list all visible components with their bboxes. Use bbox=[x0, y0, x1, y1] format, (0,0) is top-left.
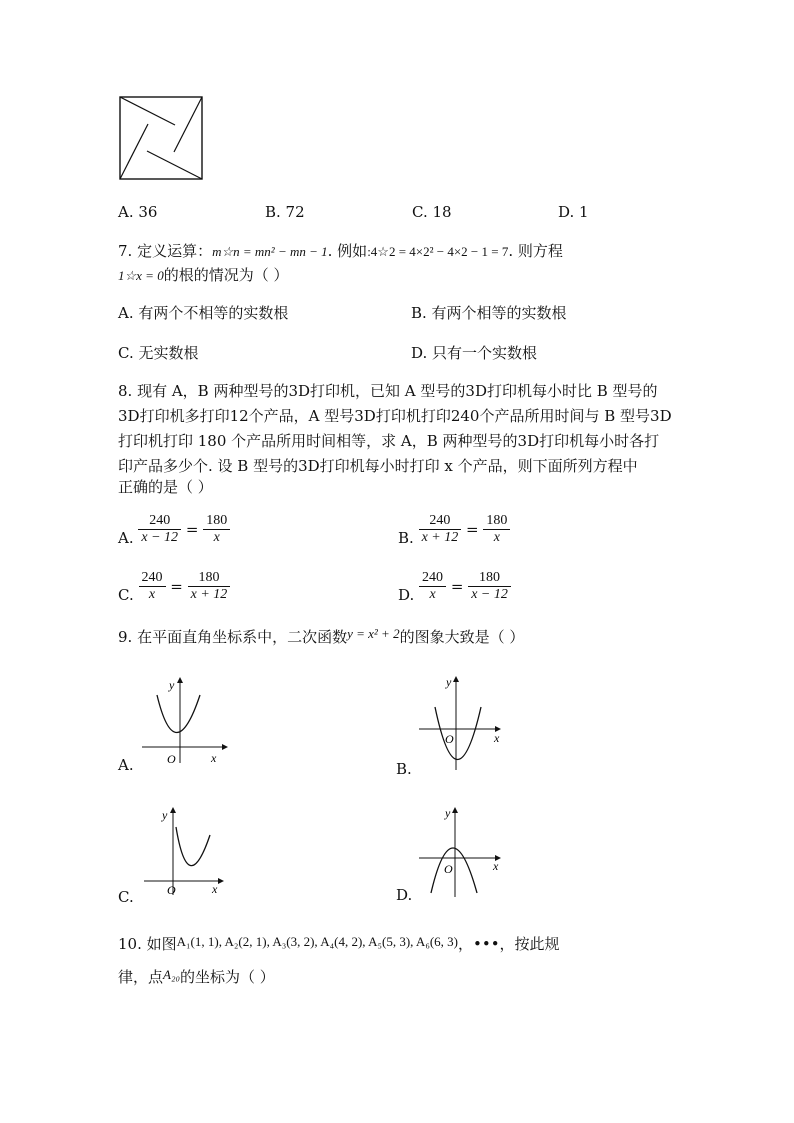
q10-target: A₂₀ bbox=[163, 967, 180, 982]
q8-line-3: 打印机打印 180 个产品所用时间相等，求 A，B 两种型号的3D打印机每小时各打 bbox=[118, 432, 660, 450]
graph-d-x-label: x bbox=[493, 859, 499, 873]
q9-label-c: C. bbox=[118, 888, 134, 906]
q10-line2-suffix: 的坐标为（ ） bbox=[180, 968, 275, 986]
q9-graph-a[interactable] bbox=[140, 675, 235, 767]
q10-dots: ，•••，按此规 bbox=[458, 935, 560, 953]
graph-b-y-label: y bbox=[446, 675, 452, 689]
q9-graph-c[interactable] bbox=[140, 805, 235, 897]
q8-d-equals: = bbox=[450, 577, 464, 596]
q7-line1-suffix: . 则方程 bbox=[508, 242, 563, 260]
q7-line2 bbox=[118, 264, 288, 285]
q8-a-right-fraction: $\frac{180}{x}$ bbox=[203, 513, 230, 546]
q10-line2 bbox=[118, 966, 275, 987]
q9-label-d: D. bbox=[396, 886, 413, 904]
q8-option-b[interactable] bbox=[398, 513, 510, 546]
graph-a-y-label: y bbox=[169, 678, 175, 692]
q6-option-c[interactable]: C. 18 bbox=[412, 203, 452, 221]
graph-a-origin: O bbox=[167, 752, 176, 766]
q8-option-b-label: B. bbox=[398, 528, 414, 547]
q9-question bbox=[118, 626, 524, 647]
q8-option-d[interactable] bbox=[398, 570, 511, 603]
graph-c-x-label: x bbox=[212, 882, 218, 896]
q10-line2-prefix: 律，点 bbox=[118, 968, 164, 986]
q8-a-equals: = bbox=[185, 520, 199, 539]
q8-d-right-fraction: $\frac{180}{x - 12}$ bbox=[468, 570, 511, 603]
q8-option-a-label: A. bbox=[118, 528, 134, 547]
q8-option-d-label: D. bbox=[398, 585, 415, 604]
q8-option-c[interactable] bbox=[118, 570, 230, 603]
q8-b-left-fraction: $\frac{240}{x + 12}$ bbox=[419, 513, 462, 546]
q8-c-left-fraction: $\frac{240}{x}$ bbox=[139, 570, 166, 603]
q9-label-a: A. bbox=[118, 756, 134, 774]
q8-line-1: 8. 现有 A，B 两种型号的3D打印机，已知 A 型号的3D打印机每小时比 B 型号的 bbox=[118, 382, 658, 400]
graph-c-y-label: y bbox=[162, 808, 168, 822]
q7-example: :4☆2 = 4×2² − 4×2 − 1 = 7 bbox=[367, 244, 509, 259]
q10-prefix: 10. 如图 bbox=[118, 935, 177, 953]
q8-a-left-fraction: $\frac{240}{x - 12}$ bbox=[138, 513, 181, 546]
q8-line-2: 3D打印机多打印12个产品，A 型号3D打印机打印240个产品所用时间与 B 型号3D bbox=[118, 407, 672, 425]
q9-graph-b[interactable] bbox=[415, 672, 507, 774]
q9-suffix: 的图象大致是（ ） bbox=[399, 628, 525, 646]
q8-c-equals: = bbox=[170, 577, 183, 596]
q9-prefix: 9. 在平面直角坐标系中，二次函数 bbox=[118, 628, 348, 646]
q8-b-right-fraction: $\frac{180}{x}$ bbox=[483, 513, 510, 546]
q8-option-a[interactable] bbox=[118, 513, 230, 546]
q7-option-b[interactable]: B. 有两个相等的实数根 bbox=[411, 304, 567, 322]
q10-line1 bbox=[118, 933, 560, 954]
graph-b-origin: O bbox=[445, 732, 454, 746]
graph-c-origin: O bbox=[167, 883, 176, 897]
q8-d-left-fraction: $\frac{240}{x}$ bbox=[419, 570, 446, 603]
q6-option-b[interactable]: B. 72 bbox=[265, 203, 305, 221]
q9-function: y = x² + 2 bbox=[347, 626, 400, 641]
graph-a-x-label: x bbox=[211, 751, 217, 765]
q9-graph-d[interactable] bbox=[415, 805, 507, 901]
q7-equation: 1☆x = 0 bbox=[118, 268, 164, 283]
q9-label-b: B. bbox=[396, 760, 412, 778]
q8-line-4: 印产品多少个. 设 B 型号的3D打印机每小时打印 x 个产品，则下面所列方程中 bbox=[118, 457, 638, 475]
q6-option-d[interactable]: D. 1 bbox=[558, 203, 589, 221]
q7-prefix: 7. 定义运算： bbox=[118, 242, 213, 260]
q7-line1 bbox=[118, 240, 563, 261]
q8-line-5: 正确的是（ ） bbox=[118, 478, 213, 496]
q7-definition: m☆n = mn² − mn − 1 bbox=[212, 244, 328, 259]
q7-example-prefix: . 例如 bbox=[327, 242, 368, 260]
q7-option-d[interactable]: D. 只有一个实数根 bbox=[411, 344, 538, 362]
graph-d-y-label: y bbox=[445, 806, 451, 820]
graph-b-x-label: x bbox=[494, 731, 500, 745]
q6-option-a[interactable]: A. 36 bbox=[118, 203, 158, 221]
q8-b-equals: = bbox=[466, 520, 479, 539]
q7-option-c[interactable]: C. 无实数根 bbox=[118, 344, 199, 362]
q10-points: A₁(1, 1), A₂(2, 1), A₃(3, 2), A₄(4, 2), A₅(5, 3), A₆(6, 3) bbox=[176, 934, 459, 949]
q8-option-c-label: C. bbox=[118, 585, 134, 604]
q7-option-a[interactable]: A. 有两个不相等的实数根 bbox=[118, 304, 289, 322]
graph-d-origin: O bbox=[444, 862, 453, 876]
q8-c-right-fraction: $\frac{180}{x + 12}$ bbox=[188, 570, 231, 603]
pinwheel-square-figure bbox=[118, 95, 204, 181]
q7-line2-suffix: 的根的情况为（ ） bbox=[163, 266, 289, 284]
